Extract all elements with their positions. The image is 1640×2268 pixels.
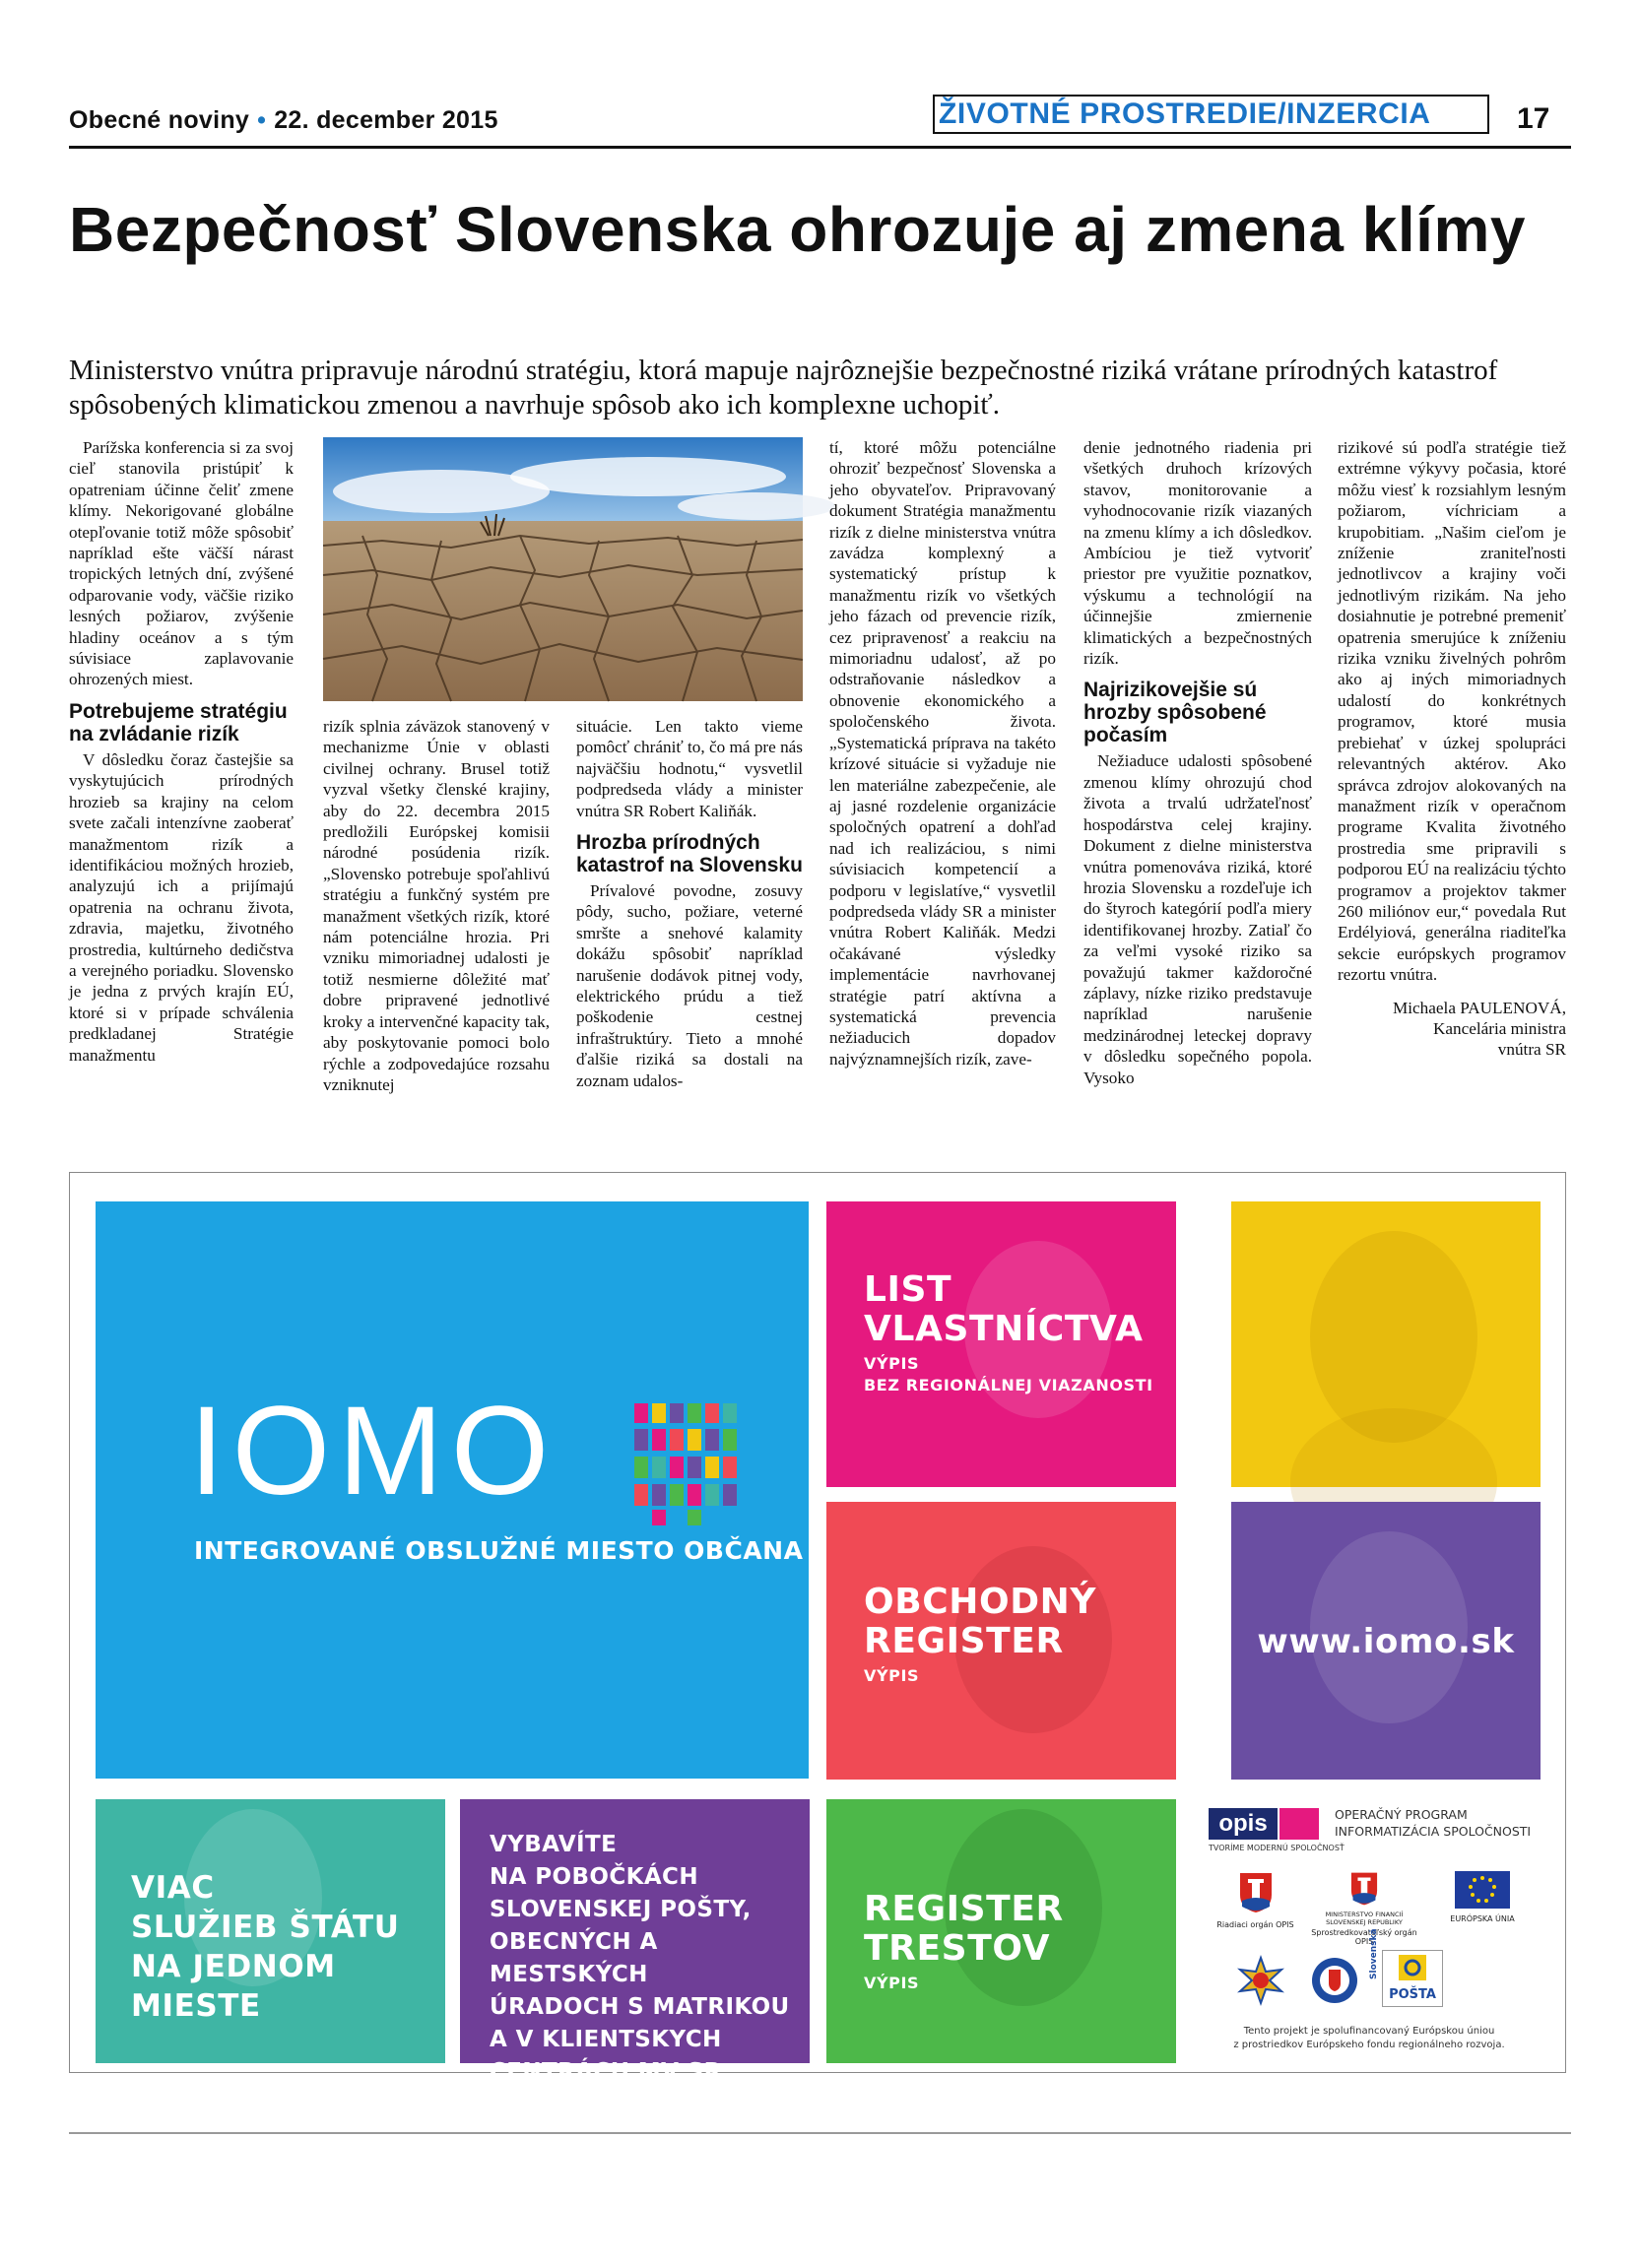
issue-date: 22. december 2015 [274,106,498,134]
headline: Bezpečnosť Slovenska ohrozuje aj zmena klímy [69,194,1526,265]
cofinancing-note: z prostriedkov Európskeho fondu regionálneho rozvoja. [1233,2040,1505,2050]
tile-line: CENTRÁCH MV SR. [490,2059,732,2085]
paragraph: rizík splnia záväzok stanovený v mechanizme Únie v oblasti civilnej ochrany. Brusel totiž vyzval všetky členské krajiny, aby do 22. decembra 2015 predložili Európskej komisii národné posúdenia rizík. „Slovensko potrebuje spoľahlivú stratégiu a funkčný systém pre manažment všetkých rizík, ktoré nám potenciálne hrozia. Pri vzniku mimoriadnej udalosti je totiž nesmierne dôležité mať dobre pripravené jednotlivé kroky a intervenčné kapacity tak, aby poskytovanie pomoci bolo rýchle a zodpovedajúce rozsahu vzniknutej [323,717,550,1094]
logo-caption: EURÓPSKA ÚNIA [1450,1914,1515,1923]
logo-text: SLOVENSKEJ REPUBLIKY [1326,1918,1403,1926]
posta-name: POŠTA [1389,1987,1436,2002]
author-signature [1338,998,1566,1060]
iomo-subtitle: INTEGROVANÉ OBSLUŽNÉ MIESTO OBČANA [194,1536,804,1565]
yellow-photo-tile [1231,1201,1541,1487]
tile-title: LIST [864,1269,952,1310]
paragraph: denie jednotného riadenia pri všetkých druhoch krízových stavov, monitorovanie a vyhodnocovanie rizík viazaných na zmenu klímy a ich dôsledkov. Ambíciou je tiež vytvoriť priestor pre využitie poznatkov, výskumu a technológií na účinnejšie zmiernenie klimatických a bezpečnostných rizík. [1083,438,1312,669]
opis-logos-panel [1197,1792,1542,2063]
obchodny-register-tile [826,1502,1176,1780]
subheading: Potrebujeme stratégiu na zvládanie rizík [69,699,288,745]
tile-title: VLASTNÍCTVA [864,1309,1144,1349]
paragraph: situácie. Len takto vieme pomôcť chrániť to, čo má pre nás najväčšiu hodnotu,“ vysvetlil podpredseda vlády a minister vnútra SR Robert Kaliňák. [576,717,803,820]
tile-title: REGISTER [864,1889,1064,1929]
tile-line: MIESTE [131,1988,261,2024]
masthead [69,106,498,135]
paragraph: Prívalové povodne, zosuvy pôdy, sucho, požiare, veterné smršte a snehové kalamity dokážu spôsobiť napríklad narušenie dodávok pitnej vody, elektrického prúdu a tiež poškodenie cestnej infraštruktúry. Tieto a mnohé ďalšie riziká sa dostali na zoznam udalos- [576,881,803,1090]
website-tile [1231,1502,1541,1780]
header-rule [69,146,1571,149]
tile-title: OBCHODNÝ [864,1582,1097,1622]
paragraph: Parížska konferencia si za svoj cieľ stanovila pristúpiť k opatreniam účinne čeliť zmene klímy. Nekorigované globálne otepľovanie totiž môže spôsobiť napríklad ešte väčší nárast tropických letných dní, zvýšené odparovanie vody, väčšie riziko lesných požiarov, zvýšenie hladiny oceánov a s tým súvisiace zaplavovanie ohrozených miest. [69,438,294,689]
opis-logo-tagline: TVORÍME MODERNÚ SPOLOČNOSŤ [1209,1844,1345,1852]
register-trestov-tile [826,1799,1176,2063]
interior-ministry-emblem-icon [1310,1956,1359,2005]
page-number: 17 [1517,102,1550,135]
opis-title: OPERAČNÝ PROGRAM [1335,1807,1468,1822]
subheading: Najrizikovejšie sú hrozby spôsobené počasím [1083,679,1267,747]
bottom-rule [69,2132,1571,2134]
tile-line: SLOVENSKEJ POŠTY, [490,1897,752,1922]
opis-logo: opis [1209,1808,1278,1840]
author-name: Michaela PAULENOVÁ, [1393,998,1566,1017]
subheading: Hrozba prírodných katastrof na Slovensku [576,831,803,877]
vybavite-tile [460,1799,810,2085]
logo-caption: Riadiaci orgán OPIS [1216,1920,1294,1929]
iomo-logo-tile [96,1201,809,1779]
photo-graphic [323,437,803,701]
opis-logo-accent [1279,1808,1319,1840]
opis-title: INFORMATIZÁCIA SPOLOČNOSTI [1335,1824,1532,1839]
website-link[interactable]: www.iomo.sk [1257,1622,1515,1661]
dry-cracked-earth-photo [323,437,803,701]
tile-line: NA POBOČKÁCH [490,1864,698,1890]
iomo-logo-text: IOMO [189,1381,558,1522]
article-column-3 [576,716,803,1091]
paragraph: tí, ktoré môžu potenciálne ohroziť bezpečnosť Slovenska a jeho obyvateľov. Pripravovaný dokument Stratégia manažmentu rizík z dielne ministerstva vnútra zavádza komplexný a systematický prístup k manažmentu rizík vo všetkých jeho fázach od prevencie rizík, cez pripravenosť a reakciu na mimoriadnu udalosť, až po odstraňovanie následkov a obnovenie ekonomického a spoločenského života. „Systematická príprava na takéto krízové situácie si vyžaduje nie len materiálne zabezpečenie, ale aj jasné rozdelenie organizácie spoločných opatrení a dohľad nad ich realizáciou, s nimi súvisiacich kompetencií a podporu v legislatíve,“ vysvetlil podpredseda vlády SR a minister vnútra Robert Kaliňák. Medzi očakávané výsledky implementácie navrhovanej stratégie patrí aktívna a systematická prevencia nežiaducich dopadov najvýznamnejších rizík, zave- [829,438,1056,1069]
lead-paragraph: Ministerstvo vnútra pripravuje národnú stratégiu, ktorá mapuje najrôznejšie bezpečnostné riziká vrátane prírodných katastrof spôsobených klimatickou zmenou a navrhuje spôsob ako ich komplexne uchopiť. [69,355,1498,421]
article-column-6 [1338,437,1566,1060]
tile-subtitle: VÝPIS [864,1354,920,1373]
slovenska-posta-logo [1382,1950,1443,2007]
paragraph: rizikové sú podľa stratégie tiež extrémne výkyvy počasia, ktoré môžu viesť k rozsiahlym lesným požiarom, víchriciam a krupobitiam. „Našim cieľom je zníženie zraniteľnosti jednotlivcov a krajiny voči jednotlivým rizikám. Na jeho dosiahnutie je potrebné premeniť opatrenia smerujúce k zníženiu rizika vzniku živelných pohrôm ako aj iných mimoriadnych udalostí do konkrétnych programov, ktoré musia prebiehať v úzkej spolupráci relevantných aktérov. Ako správca zdrojov alokovaných na manažment rizík v operačnom programe Kvalita životného prostredia sme pripravili s podporou EÚ na realizáciu týchto programov a projektov takmer 260 miliónov eur,“ povedala Rut Erdélyiová, generálna riaditeľka sekcie európskych programov rezortu vnútra. [1338,438,1566,985]
tile-title: TRESTOV [864,1928,1051,1969]
article-column-5 [1083,437,1312,1088]
article-column-1 [69,437,294,1066]
bullet-separator: • [257,106,267,134]
police-emblem-icon [1236,1956,1285,2005]
list-vlastnictva-tile [826,1201,1176,1487]
tile-line: SLUŽIEB ŠTÁTU [131,1910,400,1945]
tile-line: A V KLIENTSKYCH [490,2027,722,2052]
tile-subtitle: VÝPIS [864,1974,920,1992]
tile-line: VIAC [131,1870,215,1906]
article-column-4 [829,437,1056,1069]
author-role: vnútra SR [1497,1039,1566,1059]
tile-subtitle: VÝPIS [864,1666,920,1685]
logo-caption: Sprostredkovateľský orgán OPIS [1311,1928,1417,1946]
slovak-government-logo [1209,1871,1302,1929]
tile-subtitle: BEZ REGIONÁLNEJ VIAZANOSTI [864,1376,1153,1394]
logo-text: MINISTERSTVO FINANCIÍ [1325,1911,1404,1918]
slovak-coat-of-arms-icon [1238,1871,1274,1914]
tile-line: VYBAVÍTE [490,1832,618,1857]
newspaper-name: Obecné noviny [69,106,250,134]
author-role: Kancelária ministra [1432,1018,1566,1038]
ministry-coat-of-arms-icon [1349,1871,1379,1907]
tile-line: NA JEDNOM [131,1949,336,1984]
cofinancing-note: Tento projekt je spolufinancovaný Európskou úniou [1243,2026,1495,2037]
posta-vertical-text: Slovenská [1369,1928,1379,1979]
viac-sluzieb-tile [96,1799,445,2063]
tile-line: ÚRADOCH S MATRIKOU [490,1994,790,2020]
eu-flag-logo [1433,1871,1532,1923]
paragraph: Nežiaduce udalosti spôsobené zmenou klímy ohrozujú chod života a trvalú udržateľnosť hospodárstva celej krajiny. Dokument z dielne ministerstva vnútra pomenováva riziká, ktoré hrozia Slovensku a rozdeľuje ich do štyroch kategórií podľa miery identifikovanej hrozby. Zatiaľ čo za veľmi vysoké riziko sa považujú takmer každoročné záplavy, nízke riziko predstavuje napríklad narušenie medzinárodnej leteckej dopravy v dôsledku sopečného popola. Vysoko [1083,751,1312,1087]
tile-title: REGISTER [864,1621,1064,1661]
post-horn-icon [1397,1951,1428,1984]
eu-flag-icon [1455,1871,1510,1909]
tile-line: OBECNÝCH A MESTSKÝCH [490,1929,658,1987]
people-grid-icon [632,1403,741,1526]
section-label: ŽIVOTNÉ PROSTREDIE/INZERCIA [939,97,1431,130]
paragraph: V dôsledku čoraz častejšie sa vyskytujúcich prírodných hrozieb sa krajiny na celom svete začali intenzívne zaoberať manažmentom rizík a identifikáciou možných hrozieb, analyzujú ich a prijímajú opatrenia na ochranu života, zdravia, majetku, životného prostredia, kultúrneho dedičstva a verejného poriadku. Slovensko je jedna z prvých krajín EÚ, ktoré si v prípade schválenia predkladanej Stratégie manažmentu [69,749,294,1065]
article-column-2 [323,716,550,1095]
ministry-finance-logo [1305,1871,1423,1946]
